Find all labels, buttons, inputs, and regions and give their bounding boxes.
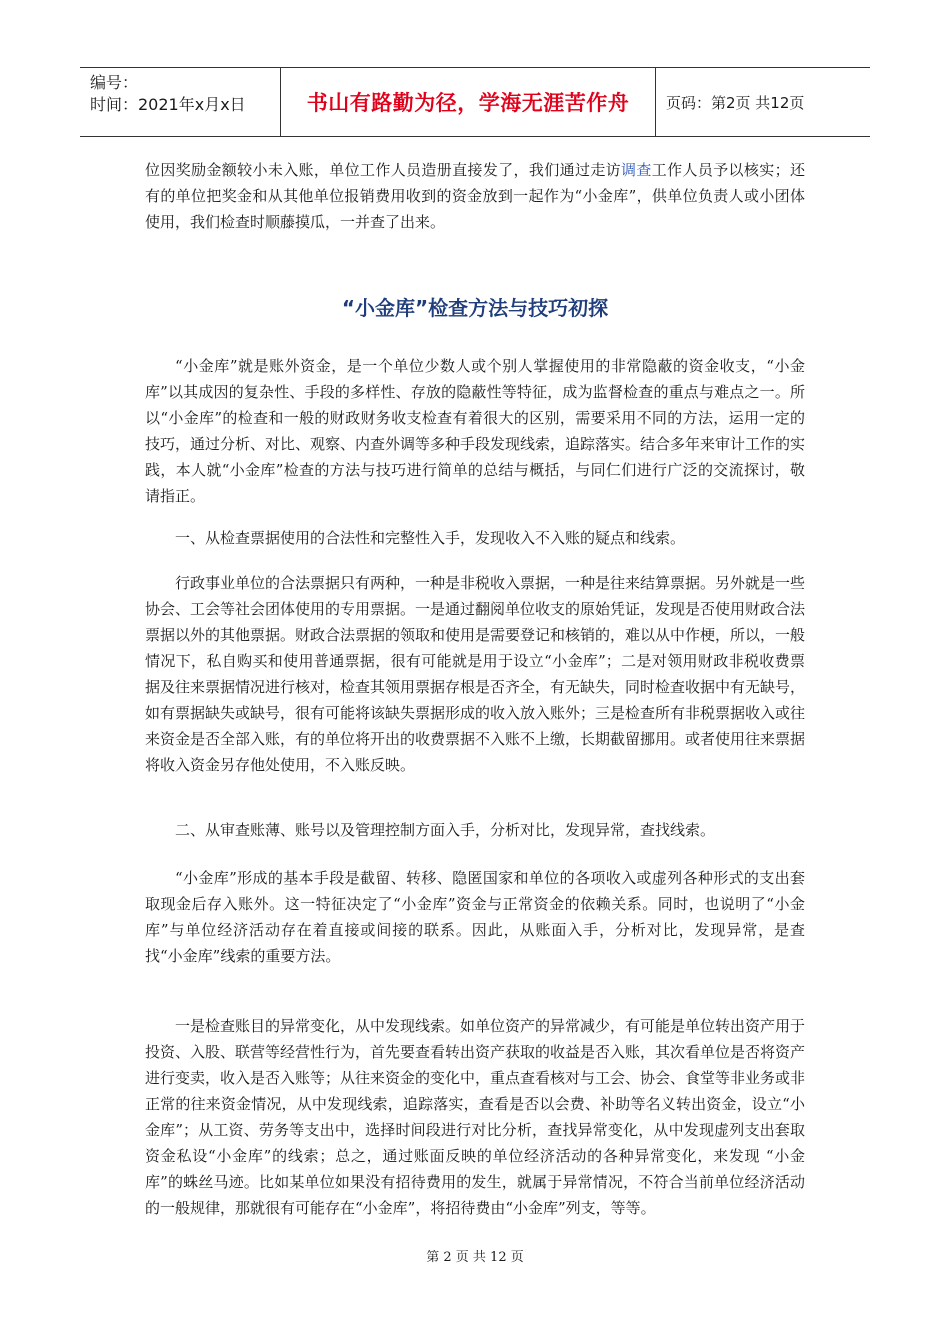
header-motto: 书山有路勤为径，学海无涯苦作舟 bbox=[281, 68, 656, 136]
section-heading: 一、从检查票据使用的合法性和完整性入手，发现收入不入账的疑点和线索。 bbox=[175, 529, 686, 547]
article-paragraph: “小金库”就是账外资金，是一个单位少数人或个别人掌握使用的非常隐蔽的资金收支，“小金库”以其成因的复杂性、手段的多样性、存放的隐蔽性等特征，成为监督检查的重点与难点之一。所以“小金库”的检查和一般的财政财务收支检查有着很大的区别，需要采用不同的方法，运用一定的技巧，通过分析、对比、观察、内查外调等多种手段发现线索，追踪落实。结合多年来审计工作的实践，本人就“小金库”检查的方法与技巧进行简单的总结与概括，与同仁们进行广泛的交流探讨，敬请指正。 bbox=[145, 357, 806, 505]
article-title: “小金库”检查方法与技巧初探 bbox=[341, 296, 609, 320]
intro-text-start: 位因奖励金额较小未入账，单位工作人员造册直接发了，我们通过走访 bbox=[145, 161, 622, 179]
article-paragraph-5-block bbox=[145, 865, 805, 969]
article-paragraph-6-block bbox=[145, 1013, 805, 1221]
survey-link[interactable]: 调查 bbox=[621, 161, 652, 179]
intro-text-end: 工作人员予以核实；还有的单位把奖金和从其他单位报销费用收到的资金放到一起作为“小金库”，供单位负责人或小团体使用，我们检查时顺藤摸瓜，一并查了出来。 bbox=[145, 161, 805, 231]
article-paragraph: 行政事业单位的合法票据只有两种，一种是非税收入票据，一种是往来结算票据。另外就是一些协会、工会等社会团体使用的专用票据。一是通过翻阅单位收支的原始凭证，发现是否使用财政合法票据以外的其他票据。财政合法票据的领取和使用是需要登记和核销的，难以从中作梗，所以，一般情况下，私自购买和使用普通票据，很有可能就是用于设立“小金库”；二是对领用财政非税收费票据及往来票据情况进行核对，检查其领用票据存根是否齐全，有无缺失，同时检查收据中有无缺号，如有票据缺失或缺号，很有可能将该缺失票据形成的收入放入账外；三是检查所有非税票据收入或往来资金是否全部入账，有的单位将开出的收费票据不入账不上缴，长期截留挪用。或者使用往来票据将收入资金另存他处使用，不入账反映。 bbox=[145, 574, 806, 774]
page-header bbox=[80, 67, 870, 137]
article-paragraph: “小金库”形成的基本手段是截留、转移、隐匿国家和单位的各项收入或虚列各种形式的支出套取现金后存入账外。这一特征决定了“小金库”资金与正常资金的依赖关系。同时，也说明了“小金库”与单位经济活动存在着直接或间接的联系。因此，从账面入手，分析对比，发现异常，是查找“小金库”线索的重要方法。 bbox=[145, 869, 805, 965]
article-paragraph-1-block bbox=[145, 353, 805, 509]
header-meta bbox=[80, 68, 281, 136]
section-heading: 二、从审查账薄、账号以及管理控制方面入手，分析对比，发现异常，查找线索。 bbox=[175, 821, 716, 839]
article-paragraph: 一是检查账目的异常变化，从中发现线索。如单位资产的异常减少，有可能是单位转出资产用于投资、入股、联营等经营性行为，首先要查看转出资产获取的收益是否入账，其次看单位是否将资产进行变卖，收入是否入账等；从往来资金的变化中，重点查看核对与工会、协会、食堂等非业务或非正常的往来资金情况，从中发现线索，追踪落实，查看是否以会费、补助等名义转出资金，设立“小金库”；从工资、劳务等支出中，选择时间段进行对比分析，查找异常变化，从中发现虚列支出套取资金私设“小金库”的线索；总之，通过账面反映的单位经济活动的各种异常变化，来发现 “小金库”的蛛丝马迹。比如某单位如果没有招待费用的发生，就属于异常情况，不符合当前单位经济活动的一般规律，那就很有可能存在“小金库”，将招待费由“小金库”列支，等等。 bbox=[145, 1017, 806, 1217]
intro-block bbox=[145, 157, 805, 235]
page-footer: 第 2 页 共 12 页 bbox=[426, 1250, 524, 1265]
intro-paragraph bbox=[145, 157, 805, 235]
header-page-info: 页码：第2页 共12页 bbox=[666, 93, 805, 112]
section-heading-2-block bbox=[145, 817, 805, 843]
article-paragraph-3-block bbox=[145, 570, 805, 778]
document-date: 时间：2021年x月x日 bbox=[90, 95, 246, 114]
document-number-label: 编号： bbox=[90, 73, 139, 92]
section-heading-1-block bbox=[145, 525, 805, 551]
